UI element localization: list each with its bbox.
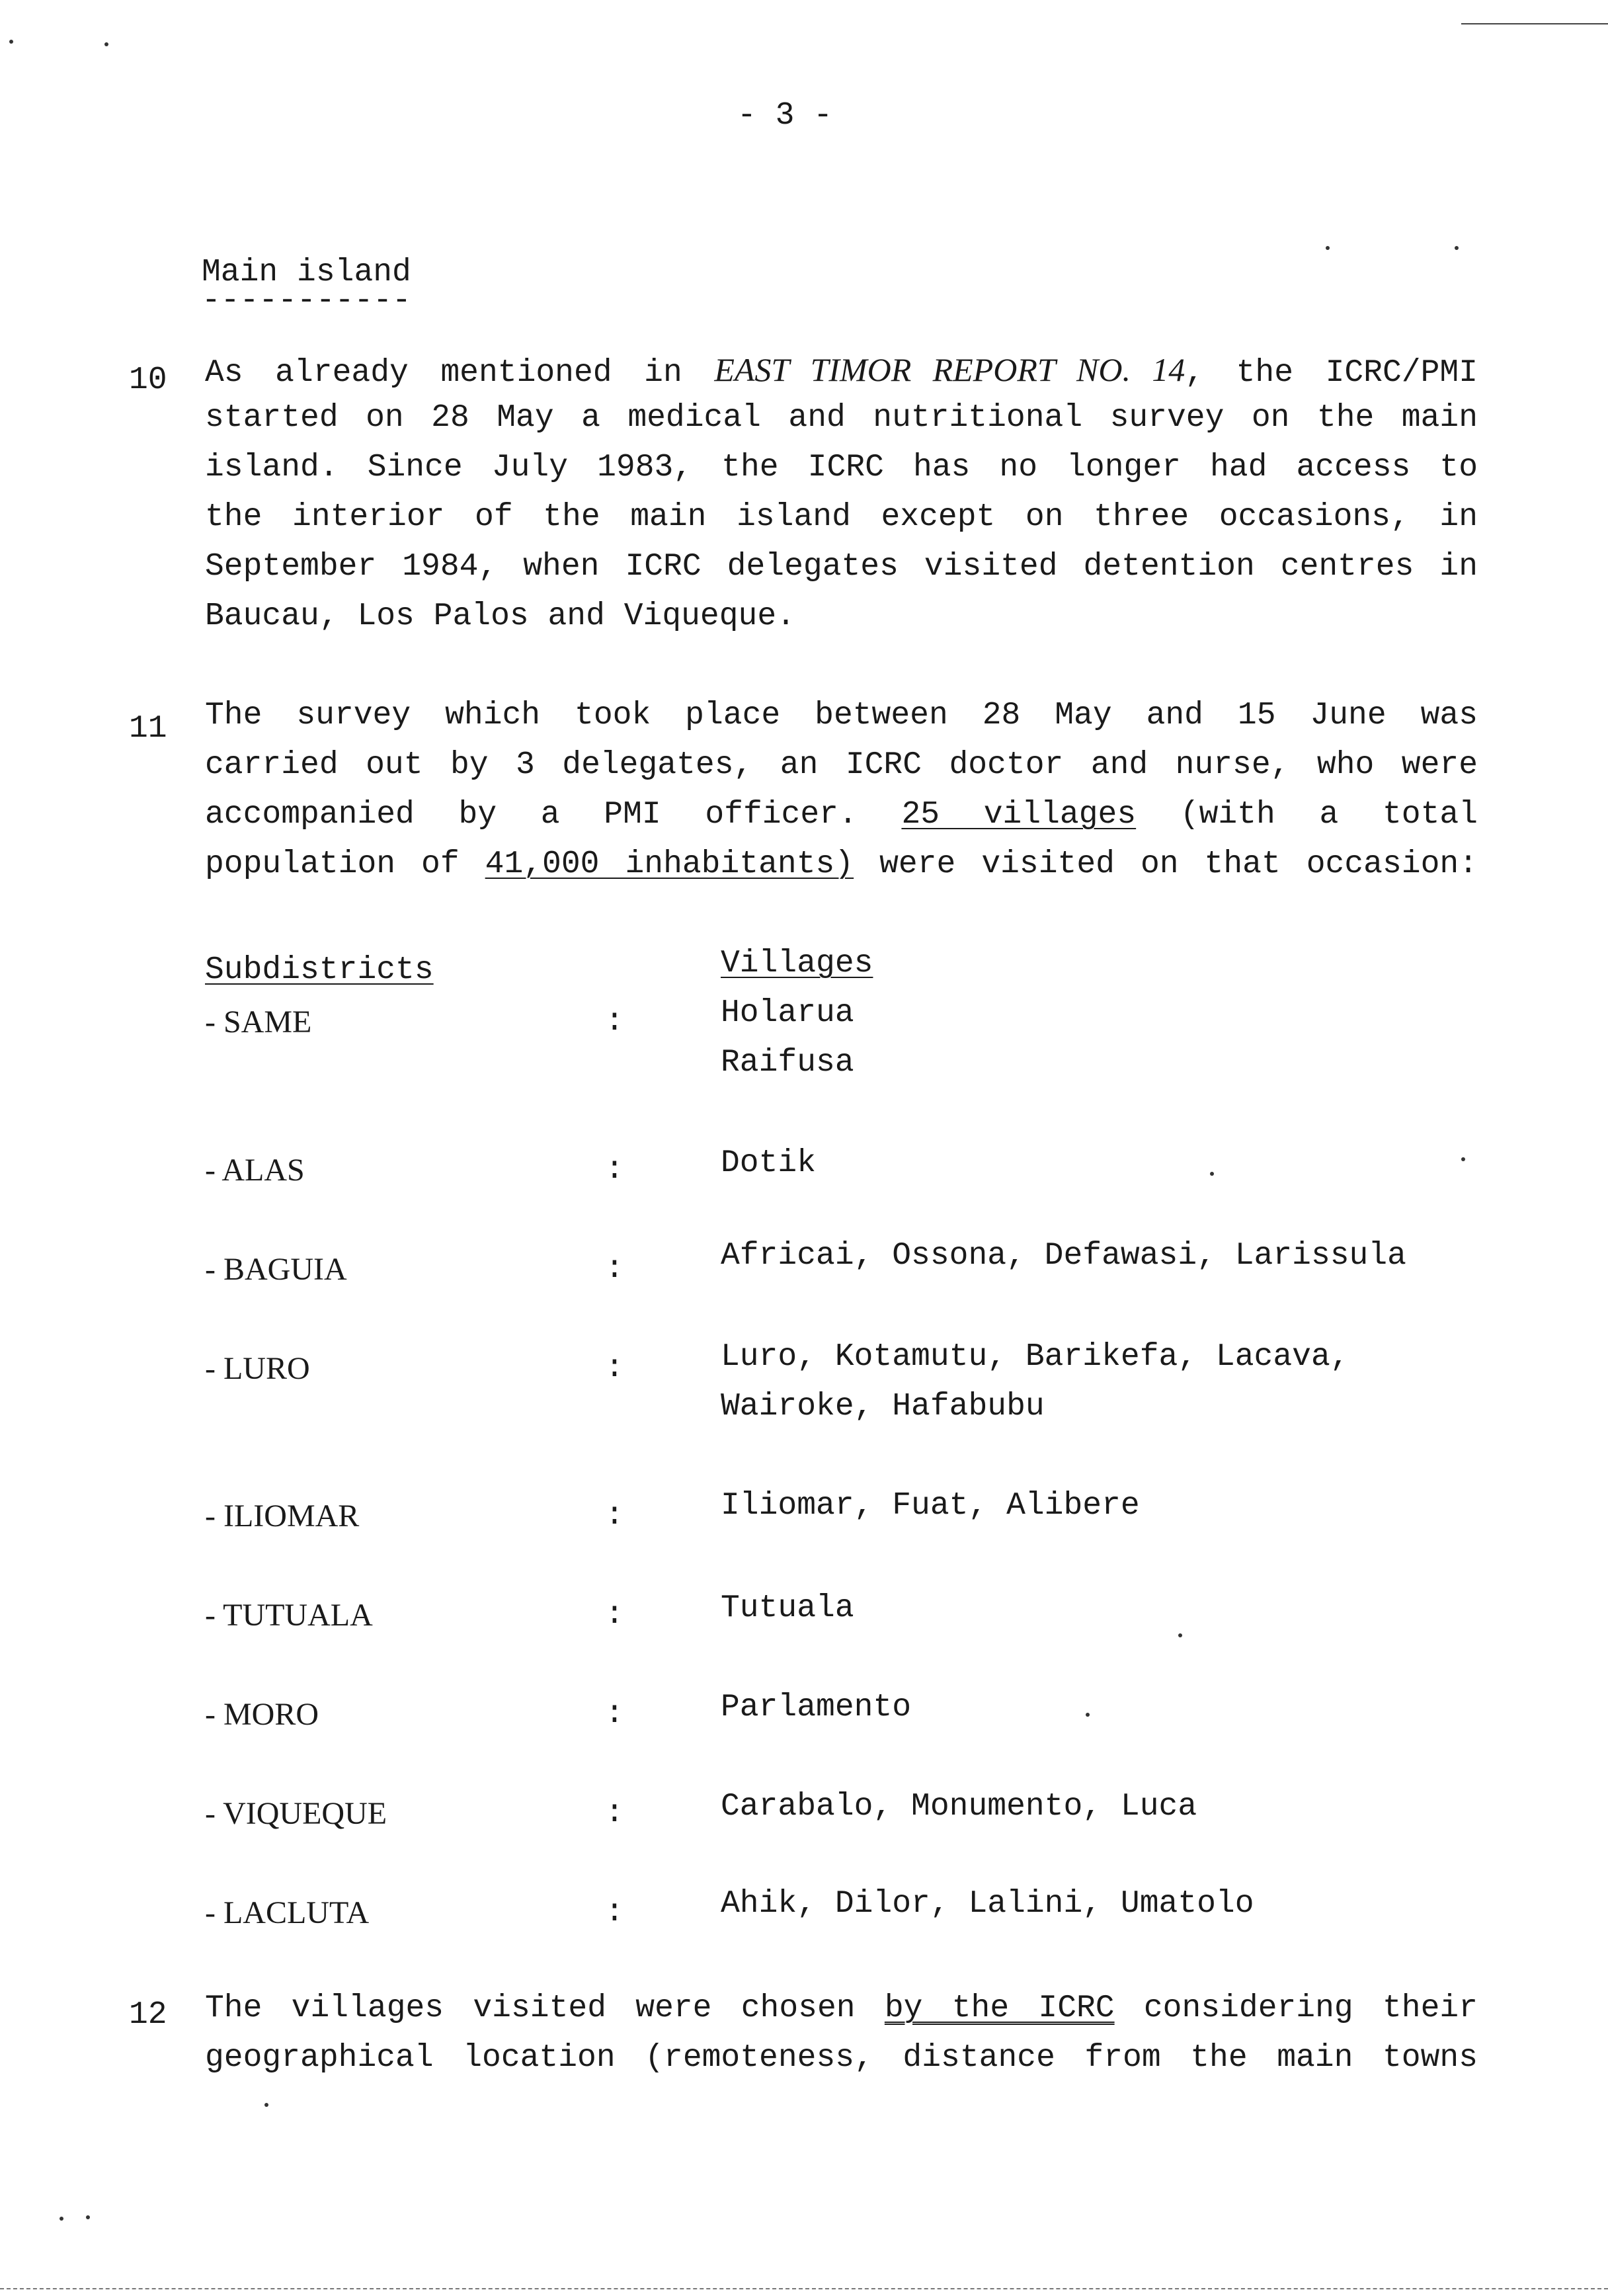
- subdistrict-iliomar: - ILIOMAR: [205, 1498, 360, 1534]
- scan-speck: [1086, 1713, 1090, 1717]
- report-title-italic: EAST TIMOR REPORT NO. 14: [714, 351, 1186, 388]
- paragraph-10-line-2: started on 28 May a medical and nutritional survey on the main: [205, 400, 1478, 436]
- scan-speck: [60, 2217, 63, 2221]
- subdistrict-moro: - MORO: [205, 1697, 319, 1732]
- scan-speck: [9, 40, 13, 44]
- scan-speck: [1210, 1172, 1214, 1176]
- scan-speck: [86, 2215, 90, 2219]
- paragraph-11-line-1: The survey which took place between 28 May and 15 June was: [205, 698, 1478, 733]
- village-list: Luro, Kotamutu, Barikefa, Lacava,: [721, 1339, 1349, 1375]
- subdistrict-same: - SAME: [205, 1004, 312, 1040]
- village-list: Dotik: [721, 1145, 817, 1181]
- village-list: Africai, Ossona, Defawasi, Larissula: [721, 1238, 1406, 1274]
- section-heading-underline: -----------: [202, 283, 411, 319]
- scan-artifact-bottom-edge: [0, 2288, 1608, 2289]
- underlined-villages-count: 25 villages: [901, 797, 1137, 833]
- colon-separator: :: [605, 1498, 624, 1534]
- scan-speck: [1455, 246, 1459, 250]
- section-heading: Main island: [202, 255, 411, 290]
- underlined-inhabitants-count: 41,000 inhabitants): [485, 846, 854, 882]
- table-header-subdistricts: Subdistricts: [205, 952, 434, 988]
- paragraph-number-11: 11: [129, 711, 167, 747]
- subdistrict-lacluta: - LACLUTA: [205, 1895, 370, 1930]
- village-list: Wairoke, Hafabubu: [721, 1389, 1045, 1424]
- paragraph-10-line-6: Baucau, Los Palos and Viqueque.: [205, 598, 795, 634]
- paragraph-12-line-1: The villages visited were chosen by the ICRC considering their: [205, 1990, 1478, 2026]
- village-list: Ahik, Dilor, Lalini, Umatolo: [721, 1886, 1254, 1922]
- village-list: Carabalo, Monumento, Luca: [721, 1789, 1197, 1824]
- colon-separator: :: [605, 1696, 624, 1732]
- paragraph-10-line-5: September 1984, when ICRC delegates visited detention centres in: [205, 549, 1478, 585]
- paragraph-11-line-3: accompanied by a PMI officer. 25 villages (with a total: [205, 797, 1478, 833]
- subdistrict-tutuala: - TUTUALA: [205, 1598, 373, 1633]
- village-list: Holarua: [721, 995, 854, 1031]
- paragraph-number-10: 10: [129, 362, 167, 398]
- colon-separator: :: [605, 1251, 624, 1287]
- subdistrict-viqueque: - VIQUEQUE: [205, 1796, 387, 1831]
- paragraph-11-line-2: carried out by 3 delegates, an ICRC doctor and nurse, who were: [205, 747, 1478, 783]
- table-header-villages: Villages: [721, 946, 873, 981]
- paragraph-12-line-2: geographical location (remoteness, distance from the main towns: [205, 2040, 1478, 2076]
- paragraph-10-line-3: island. Since July 1983, the ICRC has no longer had access to: [205, 450, 1478, 485]
- colon-separator: :: [605, 1895, 624, 1930]
- scan-speck: [1461, 1157, 1465, 1161]
- paragraph-11-line-4: population of 41,000 inhabitants) were visited on that occasion:: [205, 846, 1478, 882]
- colon-separator: :: [605, 1350, 624, 1386]
- paragraph-10-line-1: As already mentioned in EAST TIMOR REPORT NO. 14, the ICRC/PMI: [205, 351, 1478, 391]
- colon-separator: :: [605, 1597, 624, 1633]
- scan-speck: [104, 42, 108, 46]
- colon-separator: :: [605, 1004, 624, 1040]
- scan-speck: [1178, 1633, 1182, 1637]
- scan-speck: [1326, 246, 1330, 250]
- village-list: Raifusa: [721, 1045, 854, 1081]
- subdistrict-alas: - ALAS: [205, 1153, 305, 1188]
- paragraph-number-12: 12: [129, 1997, 167, 2033]
- page-number: - 3 -: [737, 98, 833, 134]
- village-list: Iliomar, Fuat, Alibere: [721, 1488, 1140, 1524]
- village-list: Tutuala: [721, 1590, 854, 1626]
- subdistrict-luro: - LURO: [205, 1351, 310, 1386]
- subdistrict-baguia: - BAGUIA: [205, 1252, 347, 1287]
- village-list: Parlamento: [721, 1690, 912, 1725]
- underlined-by-the-icrc: by the ICRC: [884, 1990, 1115, 2026]
- colon-separator: :: [605, 1795, 624, 1831]
- scan-speck: [264, 2103, 268, 2107]
- scan-artifact-top-rule: [1461, 23, 1608, 24]
- colon-separator: :: [605, 1152, 624, 1188]
- paragraph-10-line-4: the interior of the main island except on three occasions, in: [205, 499, 1478, 535]
